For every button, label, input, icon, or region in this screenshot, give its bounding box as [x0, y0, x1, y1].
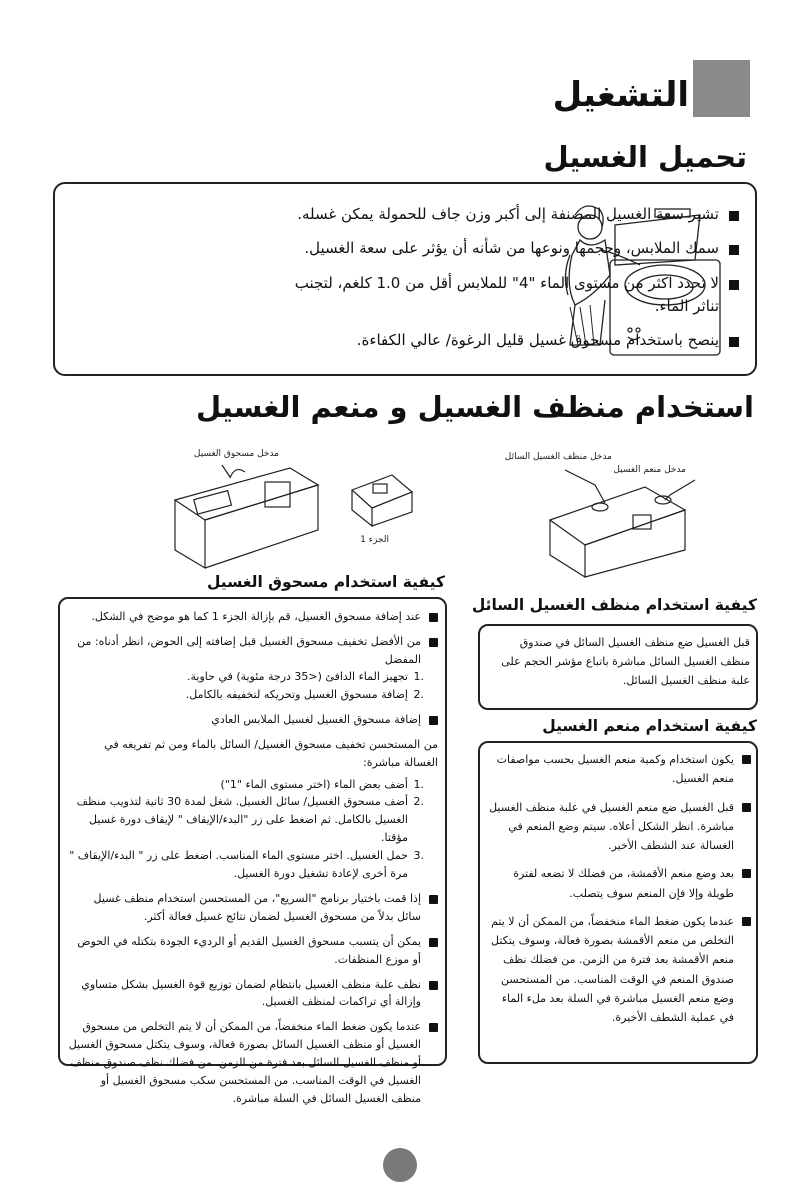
liquid-text: قبل الغسيل ضع منظف الغسيل السائل في صندوق منظف الغسيل السائل مباشرة باتباع مؤشر الحجم على علبة منظف الغسيل السائل.: [501, 636, 750, 687]
softener-content: [488, 750, 751, 1036]
part-1-label: الجزء 1: [360, 535, 389, 545]
powder-drawer-illustration: [170, 460, 320, 570]
load-bullet: ينصح باستخدام مسحوق غسيل قليل الرغوة/ عالي الكفاءة.: [284, 329, 739, 352]
softener-bullet: قبل الغسيل ضع منعم الغسيل في علبة منظف الغسيل مباشرة. انظر الشكل أعلاه. سيتم وضع المنعم في الغسالة عند الشطف الأخير.: [488, 798, 751, 856]
powder-dilution-steps: [68, 668, 438, 704]
powder-content: [68, 608, 438, 1114]
softener-bullet: عندما يكون ضغط الماء منخفضاً، من الممكن أن لا يتم التخلص من منعم الأقمشة بصورة فعالة، وسوف يتكتل منعم الأقمشة بعد فترة من الزمن. من فضلك نظف صندوق المنعم في الوقت المناسب. من المستحسن وضع منعم الغسيل مباشرة في السلة بعد ملء الماء في عملية الشطف الأخيرة.: [488, 912, 751, 1028]
powder-title: كيفية استخدام مسحوق الغسيل: [206, 573, 445, 591]
powder-procedure-steps: [68, 776, 438, 883]
step-text: أضف بعض الماء (اختر مستوى الماء "1"): [220, 777, 408, 791]
liquid-title: كيفية استخدام منظف الغسيل السائل: [471, 596, 757, 614]
step-text: أضف مسحوق الغسيل/ سائل الغسيل. شغل لمدة 30 ثانية لتذويب منظف الغسيل بالكامل. ثم اضغط على زر "البدء/الإيقاف " لإيقاف دورة غسيل مؤقتا.: [76, 795, 408, 844]
powder-paragraph: من المستحسن تخفيف مسحوق الغسيل/ السائل بالماء ومن ثم تفريغه في الغسالة مباشرة:: [104, 737, 438, 769]
load-bullet: لا تحدد اكثر من مستوى الماء "4" للملابس أقل من 1.0 كلغم، لتجنب تناثر الماء.: [284, 272, 739, 319]
page-title: التشغيل: [552, 75, 689, 115]
step-text: تجهيز الماء الدافئ (<35 درجة مئوية) في حاوية.: [187, 670, 408, 684]
powder-bullet: عندما يكون ضغط الماء منخفضاً، من الممكن أن لا يتم التخلص من مسحوق الغسيل أو منظف الغسيل السائل بصورة فعالة، وسوف يتكتل مسحوق الغسيل أو منظف الغسيل السائل بعد فترة من الزمن. من فضلك نظف صندوق منظف الغسيل في الوقت المناسب. من المستحسن سكب مسحوق الغسيل أو منظف الغسيل السائل في السلة مباشرة.: [68, 1018, 438, 1107]
load-bullet: سمك الملابس، وحجمها ونوعها من شأنه أن يؤثر على سعة الغسيل.: [284, 237, 739, 260]
softener-inlet-label: مدخل منعم الغسيل: [613, 465, 686, 475]
powder-bullet: نظف علبة منظف الغسيل بانتظام لضمان توزيع قوة الغسيل بشكل متساوي وإزالة أي تراكمات لمنظف الغسيل.: [68, 976, 438, 1012]
step-text: إضافة مسحوق الغسيل وتحريكه لتخفيفه بالكامل.: [185, 688, 408, 702]
powder-bullet: يمكن أن يتسبب مسحوق الغسيل القديم أو الرديء الجودة بتكتله في الحوض أو موزع المنظفات.: [68, 933, 438, 969]
powder-bullet: عند إضافة مسحوق الغسيل، قم بإزالة الجزء 1 كما هو موضح في الشكل.: [68, 608, 438, 626]
powder-bullet: إضافة مسحوق الغسيل لغسيل الملابس العادي: [68, 711, 438, 729]
load-bullet: تشير سعة الغسيل المصنفة إلى أكبر وزن جاف للحمولة يمكن غسله.: [284, 203, 739, 226]
softener-bullet: بعد وضع منعم الأقمشة، من فضلك لا تضعه لفترة طويلة وإلا فإن المنعم سوف يتصلب.: [488, 864, 751, 903]
load-section-title: تحميل الغسيل: [543, 140, 747, 174]
section-marker: [693, 60, 750, 117]
liquid-softener-drawer-illustration: [545, 465, 700, 580]
step-item: .1 أضف بعض الماء (اختر مستوى الماء "1"): [220, 777, 424, 791]
softener-title: كيفية استخدام منعم الغسيل: [542, 717, 757, 735]
step-item: .2 أضف مسحوق الغسيل/ سائل الغسيل. شغل لمدة 30 ثانية لتذويب منظف الغسيل بالكامل. ثم اضغط على زر "البدء/الإيقاف " لإيقاف دورة غسيل مؤقتا.: [76, 795, 424, 844]
usage-section-title: استخدام منظف الغسيل و منعم الغسيل: [196, 390, 754, 424]
page-number-marker: [383, 1148, 417, 1182]
powder-bullet: من الأفضل تخفيف مسحوق الغسيل قبل إضافته إلى الحوض، انظر أدناه: من المفضل: [68, 633, 438, 669]
liquid-inlet-label: مدخل منظف الغسيل السائل: [504, 452, 612, 462]
step-item: .2 إضافة مسحوق الغسيل وتحريكه لتخفيفه بالكامل.: [185, 688, 424, 702]
powder-bullet: إذا قمت باختيار برنامج "السريع"، من المستحسن استخدام منظف غسيل سائل بدلاً من مسحوق الغسيل لضمان نتائج غسيل فعالة أكثر.: [68, 890, 438, 926]
step-item: .3 حمل الغسيل. اختر مستوى الماء المناسب. اضغط على زر " البدء/الإيقاف " مرة أخرى لإعادة تشغيل دورة الغسيل.: [69, 848, 424, 880]
part-1-illustration: [347, 470, 415, 530]
powder-inlet-label: مدخل مسحوق الغسيل: [193, 449, 279, 459]
softener-bullet: يكون استخدام وكمية منعم الغسيل بحسب مواصفات منعم الغسيل.: [488, 750, 751, 789]
load-bullet-list: [284, 203, 739, 363]
step-item: .1 تجهيز الماء الدافئ (<35 درجة مئوية) في حاوية.: [187, 670, 424, 684]
step-text: حمل الغسيل. اختر مستوى الماء المناسب. اضغط على زر " البدء/الإيقاف " مرة أخرى لإعادة تشغيل دورة الغسيل.: [69, 848, 408, 880]
